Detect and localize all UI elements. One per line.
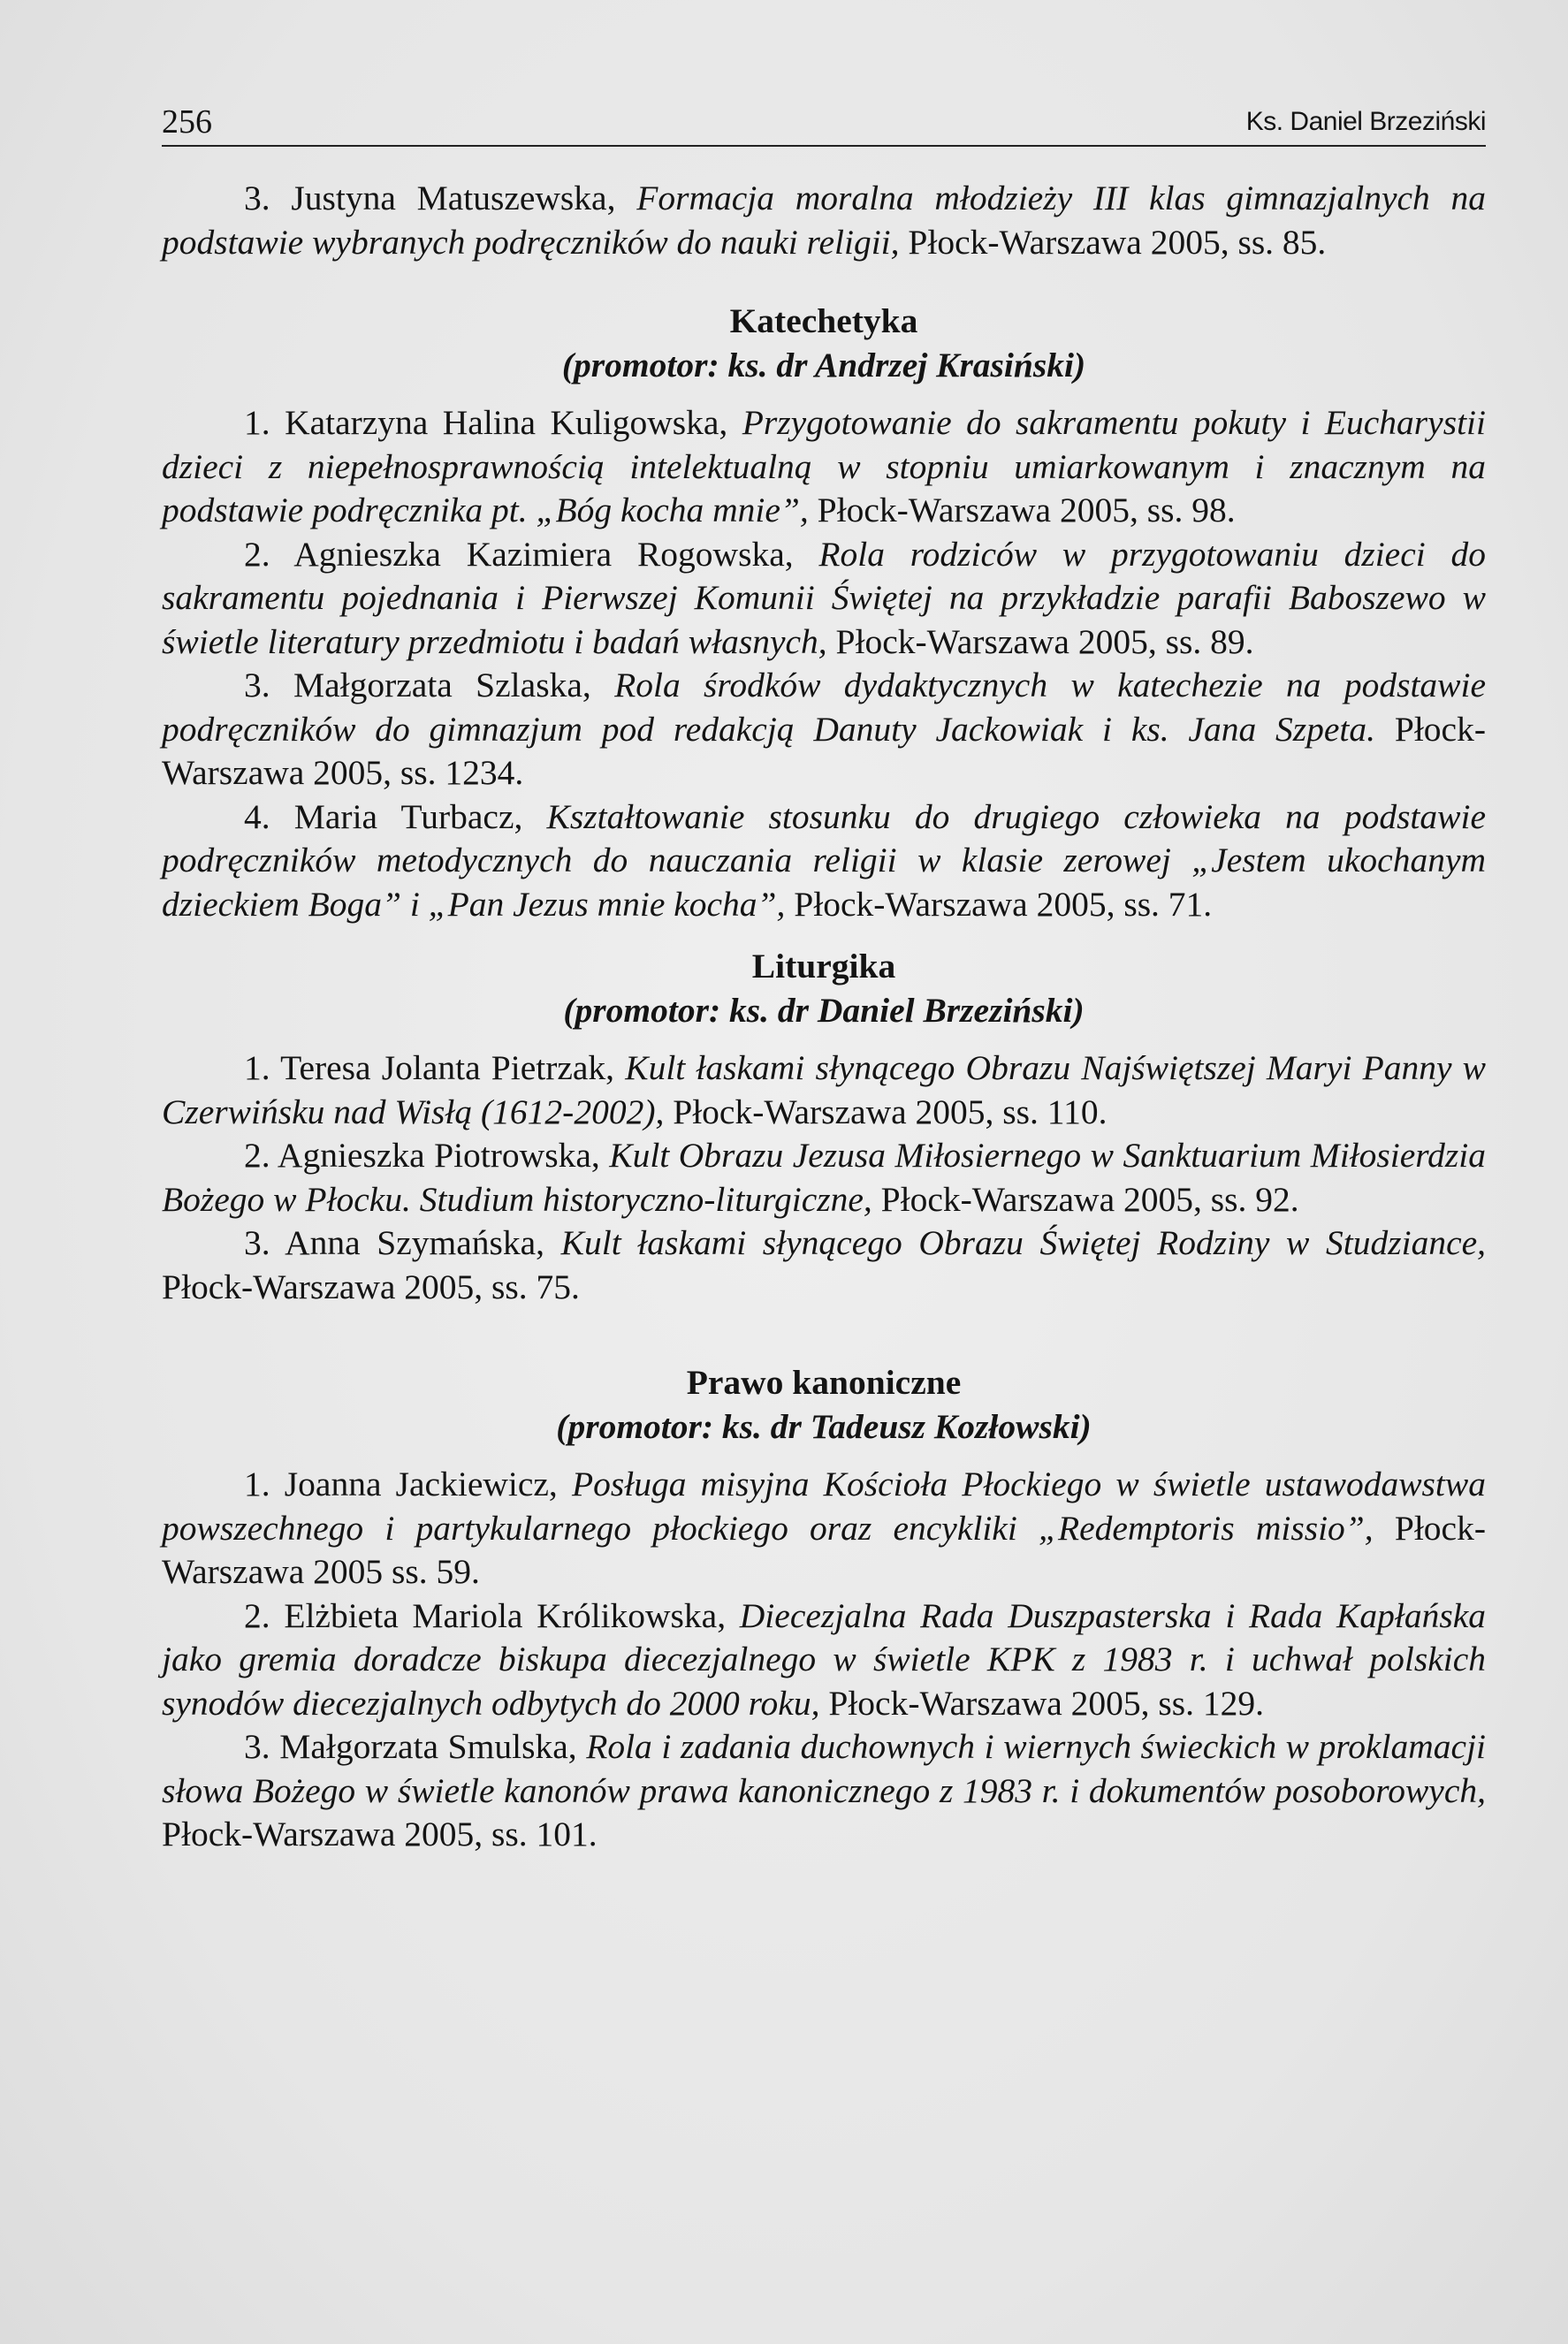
bibliography-entry: 2. Agnieszka Kazimiera Rogowska, Rola rodziców w przygotowaniu dzieci do sakramentu pojednania i Pierwszej Komunii Świętej na przykładzie parafii Baboszewo w świetle literatury przedmiotu i badań własnych, Płock-Warszawa 2005, ss. 89.	[162, 534, 1486, 661]
bibliography-entry: 3. Małgorzata Szlaska, Rola środków dydaktycznych w katechezie na podstawie podręczników do gimnazjum pod redakcją Danuty Jackowiak i ks. Jana Szpeta. Płock-Warszawa 2005, ss. 1234.	[162, 666, 1487, 792]
bibliography-entry: 3. Justyna Matuszewska, Formacja moralna młodzieży III klas gimnazjalnych na podstawie wybranych podręczników do nauki religii, Płock-Warszawa 2005, ss. 85.	[162, 179, 1486, 262]
bibliography-entry: 3. Anna Szymańska, Kult łaskami słynącego Obrazu Świętej Rodziny w Studziance, Płock-Warszawa 2005, ss. 75.	[162, 1223, 1487, 1306]
section-promoter: (promotor: ks. dr Daniel Brzeziński)	[563, 991, 1085, 1030]
page-content	[162, 177, 1486, 1857]
section-heading-katechetyka	[162, 299, 1486, 387]
bibliography-entry: 3. Małgorzata Smulska, Rola i zadania duchownych i wiernych świeckich w proklamacji słowa Bożego w świetle kanonów prawa kanonicznego z 1983 r. i dokumentów posoborowych, Płock-Warszawa 2005, ss. 101.	[162, 1727, 1487, 1853]
section-name: Katechetyka	[729, 301, 918, 340]
section-promoter: (promotor: ks. dr Tadeusz Kozłowski)	[556, 1407, 1092, 1446]
section-promoter: (promotor: ks. dr Andrzej Krasiński)	[561, 346, 1086, 384]
running-head: Ks. Daniel Brzeziński	[1245, 107, 1486, 136]
bibliography-entry: 2. Agnieszka Piotrowska, Kult Obrazu Jezusa Miłosiernego w Sanktuarium Miłosierdzia Bożego w Płocku. Studium historyczno-liturgiczne, Płock-Warszawa 2005, ss. 92.	[162, 1136, 1487, 1219]
section-heading-prawo-kanoniczne	[162, 1360, 1486, 1449]
section-heading-liturgika	[162, 944, 1486, 1032]
page-header	[162, 99, 1486, 147]
bibliography-entry: 2. Elżbieta Mariola Królikowska, Diecezjalna Rada Duszpasterska i Rada Kapłańska jako gremia doradcze biskupa diecezjalnego w świetle KPK z 1983 r. i uchwał polskich synodów diecezjalnych odbytych do 2000 roku, Płock-Warszawa 2005, ss. 129.	[162, 1595, 1487, 1723]
bibliography-entry: 4. Maria Turbacz, Kształtowanie stosunku do drugiego człowieka na podstawie podręczników metodycznych do nauczania religii w klasie zerowej „Jestem ukochanym dzieckiem Boga” i „Pan Jezus mnie kocha”, Płock-Warszawa 2005, ss. 71.	[162, 796, 1487, 924]
section-name: Liturgika	[751, 947, 896, 986]
bibliography-entry: 1. Teresa Jolanta Pietrzak, Kult łaskami słynącego Obrazu Najświętszej Maryi Panny w Czerwińsku nad Wisłą (1612-2002), Płock-Warszawa 2005, ss. 110.	[162, 1048, 1486, 1131]
page-number: 256	[162, 103, 212, 141]
section-name: Prawo kanoniczne	[686, 1363, 962, 1402]
bibliography-entry: 1. Joanna Jackiewicz, Posługa misyjna Kościoła Płockiego w świetle ustawodawstwa powszechnego i partykularnego płockiego oraz encykliki „Redemptoris missio”, Płock-Warszawa 2005 ss. 59.	[162, 1465, 1486, 1591]
bibliography-entry: 1. Katarzyna Halina Kuligowska, Przygotowanie do sakramentu pokuty i Eucharystii dzieci z niepełnosprawnością intelektualną w stopniu umiarkowanym i znacznym na podstawie podręcznika pt. „Bóg kocha mnie”, Płock-Warszawa 2005, ss. 98.	[162, 403, 1486, 529]
